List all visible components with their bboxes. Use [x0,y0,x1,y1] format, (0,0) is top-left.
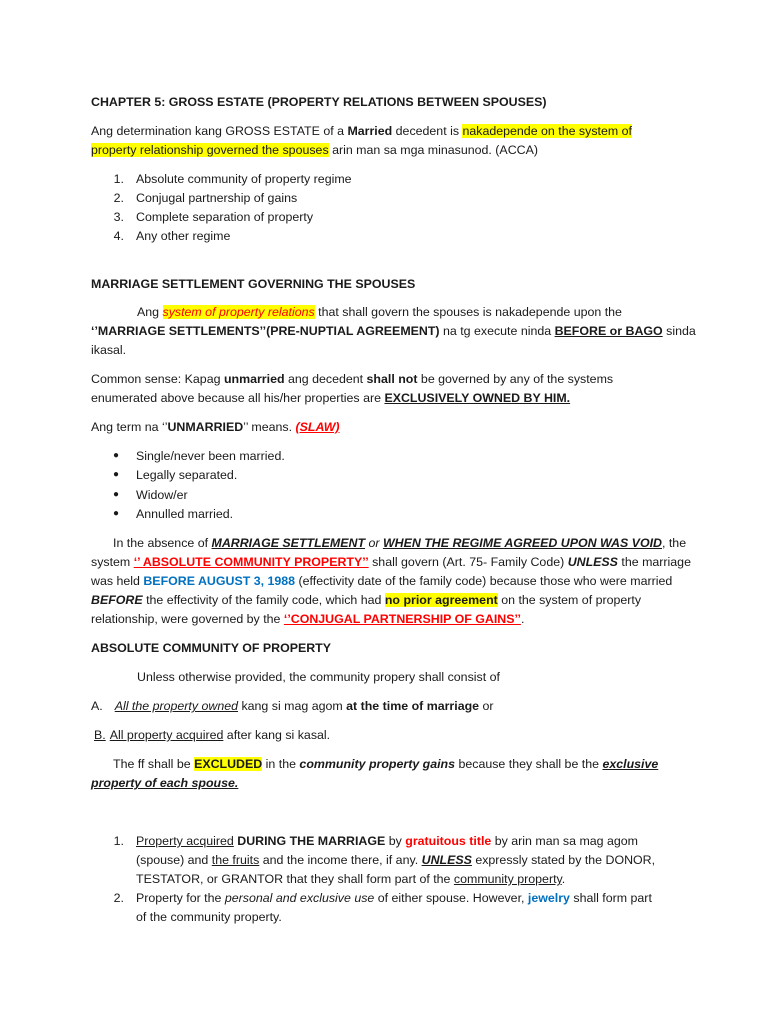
paragraph-text: expressly stated by the DONOR, [471,853,656,867]
list-text: Complete separation of property [136,210,314,224]
unmarried-line [91,419,340,435]
underlined-term: Property acquired [136,834,234,848]
paragraph-text: shall form part [569,891,652,905]
paragraph-text: The ff shall be [113,757,195,771]
intro-text: decedent is [392,124,463,138]
highlighted-text: property relationship governed the spouses [91,143,329,157]
date-term: BEFORE AUGUST 3, 1988 [143,574,296,588]
married-term: Married [347,124,393,138]
excluded-line-2: property of each spouse. [91,776,239,790]
unless-term: UNLESS [567,555,618,569]
paragraph-text: Property for the [136,891,225,905]
paragraph-text: or [365,536,383,550]
bullet-icon: ● [113,508,120,519]
acp-term: ‘’ ABSOLUTE COMMUNITY PROPERTY’’ [133,555,369,569]
paragraph-text: sinda [662,324,696,338]
bullet-icon: ● [113,450,120,461]
absence-line-1 [113,535,686,551]
common-sense-line-1 [91,371,613,387]
acp-item-a [91,698,494,714]
settlement-line-2 [91,323,696,339]
list-text [136,833,638,849]
intro-text: of a [319,124,348,138]
absence-line-2 [91,554,691,570]
paragraph-text: (effectivity date of the family code) because those who were married [295,574,673,588]
acp-item-b [94,727,330,743]
paragraph-text: by arin man sa mag agom [491,834,638,848]
settlement-line-1 [137,304,622,320]
paragraph-text: relationship, were governed by the [91,612,284,626]
emphasis-term: exclusive [602,757,659,771]
bold-term: unmarried [223,372,285,386]
list-text: Absolute community of property regime [136,172,352,186]
list-text [136,890,652,906]
paragraph-text: on the system of property [497,593,642,607]
bullet-icon: ● [113,489,120,500]
bold-term: DURING THE MARRIAGE [233,834,386,848]
paragraph-text: kang si mag agom [238,699,347,713]
list-item-continuation [136,852,655,868]
bullet-text: Single/never been married. [136,449,285,463]
paragraph-text: , the [661,536,687,550]
emphasis-term: WHEN THE REGIME AGREED UPON WAS VOID [382,536,662,550]
common-sense-line-2 [91,390,570,406]
settlement-line-3: ikasal. [91,343,127,357]
list-text: Conjugal partnership of gains [136,191,298,205]
bold-term: at the time of marriage [346,699,480,713]
paragraph-text: of either spouse. However, [374,891,528,905]
list-number: 4. [113,229,124,243]
emphasis-term: MARRIAGE SETTLEMENT [211,536,366,550]
paragraph-text: be governed by any of the systems [417,372,614,386]
intro-line-2 [91,142,538,158]
intro-text: Ang determination kang [91,124,226,138]
paragraph-text: after kang si kasal. [223,728,331,742]
highlighted-text: EXCLUDED [194,757,263,771]
bullet-icon: ● [113,469,120,480]
list-number: 1. [113,834,124,848]
underlined-term: community property [453,872,562,886]
paragraph-text: enumerated above because all his/her properties are [91,391,385,405]
absence-line-5 [91,611,524,627]
paragraph-text: ’’ means. [243,420,296,434]
paragraph-text: Ang term na ‘’ [91,420,168,434]
section-heading: ABSOLUTE COMMUNITY OF PROPERTY [91,641,332,655]
cpg-term: ‘’CONJUGAL PARTNERSHIP OF GAINS’’ [283,612,521,626]
list-number: 2. [113,891,124,905]
italic-term: personal and exclusive use [224,891,375,905]
paragraph-text: ang decedent [284,372,367,386]
paragraph-text: shall govern (Art. 75- Family Code) [368,555,568,569]
item-label: B. [94,728,106,742]
paragraph-text: or [479,699,494,713]
bold-underlined-term: EXCLUSIVELY OWNED BY HIM. [384,391,571,405]
list-number: 1. [113,172,124,186]
bullet-text: Widow/er [136,488,188,502]
highlighted-text: no prior agreement [384,593,498,607]
bold-underlined-term: BEFORE or BAGO [554,324,663,338]
paragraph-text: . [520,612,525,626]
paragraph-text: that shall govern the spouses is nakadepende upon the [314,305,622,319]
paragraph-text: the marriage [617,555,691,569]
paragraph-text: and the income there, if any. [259,853,422,867]
underlined-term: All the property owned [114,699,239,713]
underlined-term: the fruits [211,853,260,867]
absence-line-3 [91,573,672,589]
intro-line-1 [91,123,632,139]
before-term: BEFORE [91,593,143,607]
excluded-line-1 [113,756,658,772]
paragraph-text: In the absence of [113,536,212,550]
bold-term: UNMARRIED [167,420,244,434]
paragraph-text: in the [262,757,300,771]
bullet-text: Annulled married. [136,507,234,521]
paragraph-text: system [91,555,134,569]
red-term: gratuitous title [405,834,492,848]
paragraph-text: . [561,872,566,886]
paragraph-text: by [385,834,406,848]
paragraph-text: was held [91,574,144,588]
list-item-continuation: of the community property. [136,910,282,924]
paragraph-text: TESTATOR, or GRANTOR that they shall form part of the [136,872,454,886]
bold-term: ‘’MARRIAGE SETTLEMENTS’’(PRE-NUPTIAL AGREEMENT) [91,324,440,338]
bold-term: shall not [366,372,418,386]
intro-text: arin man sa mga minasunod. (ACCA) [328,143,538,157]
paragraph-text: (spouse) and [136,853,212,867]
list-item-continuation [136,871,565,887]
emphasis-term: community property gains [299,757,456,771]
item-label: A. [91,699,103,713]
section-heading: MARRIAGE SETTLEMENT GOVERNING THE SPOUSES [91,277,416,291]
jewelry-term: jewelry [527,891,570,905]
bullet-text: Legally separated. [136,468,238,482]
underlined-term: All property acquired [109,728,224,742]
chapter-title: CHAPTER 5: GROSS ESTATE (PROPERTY RELATIONS BETWEEN SPOUSES) [91,95,547,109]
slaw-mnemonic: (SLAW) [295,420,340,434]
gross-estate-term: GROSS ESTATE [225,124,320,138]
paragraph-text: Common sense: Kapag [91,372,224,386]
highlighted-text: nakadepende on the system of [462,124,632,138]
unless-term: UNLESS [421,853,472,867]
list-number: 3. [113,210,124,224]
paragraph-text: because they shall be the [455,757,603,771]
paragraph-text: the effectivity of the family code, which had [142,593,385,607]
absence-line-4 [91,592,641,608]
acp-intro: Unless otherwise provided, the community propery shall consist of [137,670,500,684]
highlighted-text: system of property relations [162,305,315,319]
paragraph-text: Ang [137,305,163,319]
list-number: 2. [113,191,124,205]
list-text: Any other regime [136,229,231,243]
paragraph-text: na tg execute ninda [439,324,555,338]
